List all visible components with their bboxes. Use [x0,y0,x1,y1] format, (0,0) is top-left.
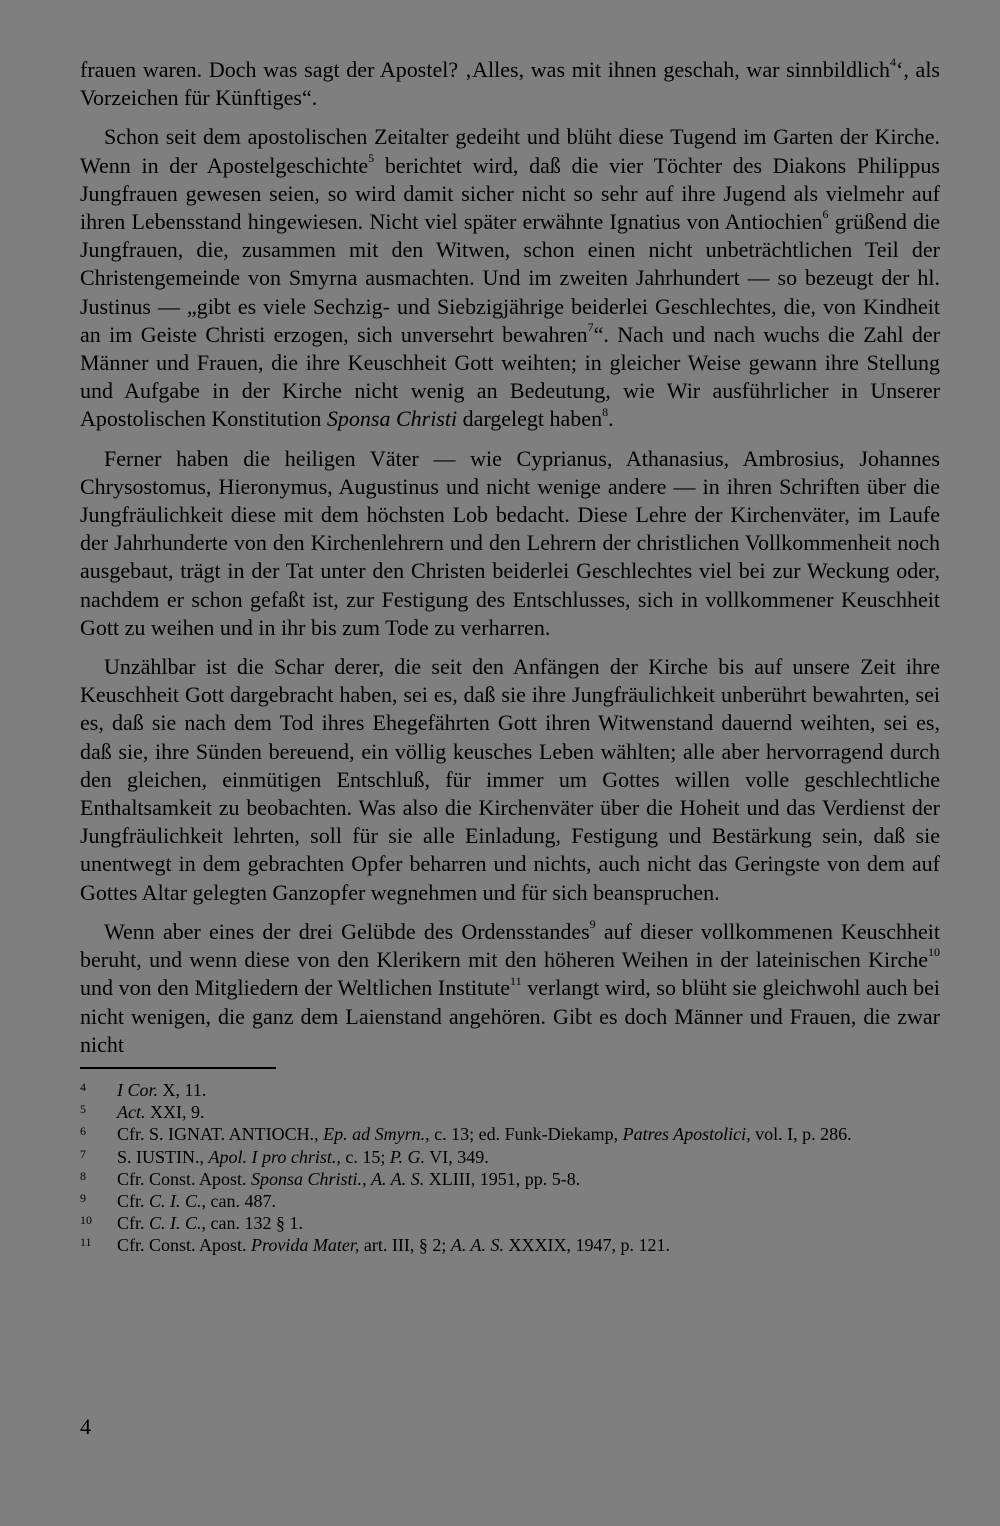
footnote-reference: 10 [928,945,940,960]
text-run: Cfr. [117,1213,150,1234]
paragraph [80,918,940,1059]
italic-text: Sponsa Christi [326,406,458,432]
footnote-text [117,1146,940,1168]
footnote [80,1234,940,1256]
text-run: Unzählbar ist die Schar derer, die seit den Anfängen der Kirche bis auf unsere Zeit ihre Keuschheit Gott dargebracht haben, sei es, daß sie ihre Jungfräulichkeit unberührt bewahrten, sei es, daß sie nach dem Tod ihres Ehegefährten Gott ihren Witwenstand dauernd weihten, sei es, daß sie, ihre Sünden bereuend, ein völlig keusches Leben wählten; alle aber hervorragend durch den gleichen, einmütigen Entschluß, für immer um Gottes willen volle geschlechtliche Enthaltsamkeit zu beobachten. Was also die Kirchenväter über die Hoheit und das Verdienst der Jungfräulichkeit lehrten, soll für sie alle Einladung, Festigung und Bestärkung sein, daß sie unentwegt in dem gebrachten Opfer beharren und nichts, auch nicht das Geringste von dem auf Gottes Altar gelegten Ganzopfer wegnehmen und für sich beanspruchen. [80,654,940,905]
italic-text: C. I. C. [149,1190,202,1211]
footnote-text [117,1123,940,1145]
footnote-reference: 7 [587,320,594,335]
footnote [80,1190,940,1212]
text-run: Cfr. Const. Apost. [117,1168,252,1189]
footnotes [80,1079,940,1257]
italic-text: Sponsa Christi. [251,1168,363,1189]
footnote-reference: 8 [602,404,609,419]
footnote [80,1146,940,1168]
footnote-text [117,1212,940,1234]
text-run: Schon seit dem apostolischen Zeitalter gedeiht und blüht diese Tugend im Garten der Kirche. Wenn in der Apostelgeschichte [80,124,940,178]
text-run: XXXIX, 1947, p. 121. [504,1235,670,1256]
footnote [80,1168,940,1190]
footnote [80,1101,940,1123]
footnote-text [117,1101,940,1123]
text-run: Cfr. Const. Apost. [117,1235,252,1256]
footnote-text [117,1079,940,1101]
text-run: auf dieser vollkommenen Keuschheit beruht, und wenn diese von den Klerikern mit den höheren Weihen in der lateinischen Kirche [80,918,941,973]
footnote-reference: 5 [368,150,375,165]
footnote-text [117,1190,940,1212]
text-run: “. Nach und nach wuchs die Zahl der Männer und Frauen, die ihre Keuschheit Gott weihten; in gleicher Weise gewann ihre Stellung und Aufgabe in der Kirche nicht wenig an Bedeutung, wie Wir ausführlicher in Unserer Apostolischen Konstitution [80,321,940,432]
italic-text: Act. [117,1102,146,1123]
footnote-reference: 11 [510,973,522,988]
text-run: Cfr. [117,1190,150,1211]
text-run: grüßend die Jungfrauen, die, zusammen mit den Witwen, schon einen nicht unbeträchtlichen Teil der Christengemeinde von Smyrna ausmachten. Und im zweiten Jahrhundert — so bezeugt der hl. Justinus — „gibt es viele Sechzig- und Siebzigjährige beiderlei Geschlechtes, die, von Kindheit an im Geiste Christi erzogen, sich unversehrt bewahren [80,209,941,347]
footnote-number: 11 [80,1235,92,1250]
footnote [80,1123,940,1145]
footnote-text [117,1168,940,1190]
paragraph [80,653,940,907]
footnote-text [117,1234,940,1256]
text-run: , [362,1168,372,1189]
text-run: verlangt wird, so blüht sie gleichwohl auch bei nicht wenigen, die ganz dem Laienstand angehören. Gibt es doch Männer und Frauen, die zwar nicht [80,975,940,1057]
italic-text: C. I. C. [149,1213,202,1234]
footnote-reference: 6 [822,207,829,222]
text-run: S. IUSTIN., [117,1146,209,1167]
footnote [80,1079,940,1101]
text-run: XXI, 9. [145,1102,205,1123]
text-run: VI, 349. [425,1146,489,1167]
paragraph [80,445,940,642]
italic-text: I Cor. [117,1079,159,1100]
italic-text: Apol. I pro christ. [208,1146,337,1167]
paragraph [80,56,940,112]
text-run: vol. I, p. 286. [750,1124,852,1145]
body-text [80,56,940,1059]
footnote-number: 9 [80,1190,86,1205]
footnote-reference: 4 [890,55,897,70]
text-run: X, 11. [158,1079,207,1100]
footnote-number: 5 [80,1102,86,1117]
text-run: . [608,406,614,432]
italic-text: Patres Apostolici, [622,1124,751,1145]
text-run: dargelegt haben [457,406,603,432]
footnote-number: 6 [80,1124,86,1139]
italic-text: Provida Mater, [251,1235,360,1256]
italic-text: A. A. S. [371,1168,425,1189]
text-run: Wenn aber eines der drei Gelübde des Ordensstandes [104,918,590,944]
text-run: frauen waren. Doch was sagt der Apostel? ‚Alles, was mit ihnen geschah, war sinnbildlich [80,57,891,82]
text-run: Ferner haben die heiligen Väter — wie Cyprianus, Athanasius, Ambrosius, Johannes Chrysostomus, Hieronymus, Augustinus und nicht wenige andere — in ihren Schriften über die Jungfräulichkeit diese mit dem höchsten Lob bedacht. Diese Lehre der Kirchenväter, im Laufe der Jahrhunderte von den Kirchenlehrern und den Lehrern der christlichen Vollkommenheit noch ausgebaut, trägt in der Tat unter den Christen beiderlei Geschlechtes viel bei zur Weckung oder, nachdem er schon gefaßt ist, zur Festigung des Entschlusses, sich in vollkommener Keuschheit Gott zu weihen und in ihr bis zum Tode zu verharren. [80,445,940,640]
text-run: berichtet wird, daß die vier Töchter des Diakons Philippus Jungfrauen gewesen seien, so wird damit sicher nicht so sehr auf ihre Jugend als vielmehr auf ihren Lebensstand hingewiesen. Nicht viel später erwähnte Ignatius von Antiochien [80,152,940,235]
text-run: Cfr. S. IGNAT. ANTIOCH., [117,1124,324,1145]
italic-text: Ep. ad Smyrn. [323,1124,426,1145]
text-run: , c. 13; ed. Funk-Diekamp, [425,1124,623,1145]
paragraph [80,123,940,433]
footnote-separator [80,1067,276,1069]
footnote-number: 4 [80,1079,86,1094]
footnote-number: 7 [80,1146,86,1161]
footnote-number: 10 [80,1213,92,1228]
text-run: XLIII, 1951, pp. 5-8. [424,1168,581,1189]
footnote-number: 8 [80,1168,86,1183]
footnote [80,1212,940,1234]
page-number: 4 [80,1414,91,1439]
italic-text: P. G. [389,1146,426,1167]
page-body [80,56,940,1257]
text-run: , can. 487. [201,1190,277,1211]
text-run: art. III, § 2; [359,1235,451,1256]
italic-text: A. A. S. [450,1235,504,1256]
text-run: und von den Mitgliedern der Weltlichen Institute [80,975,511,1001]
text-run: , can. 132 § 1. [201,1213,304,1234]
text-run: , c. 15; [336,1146,390,1167]
text-run: ‘, als Vorzeichen für Künftiges“. [80,57,940,111]
footnote-reference: 9 [589,917,596,932]
